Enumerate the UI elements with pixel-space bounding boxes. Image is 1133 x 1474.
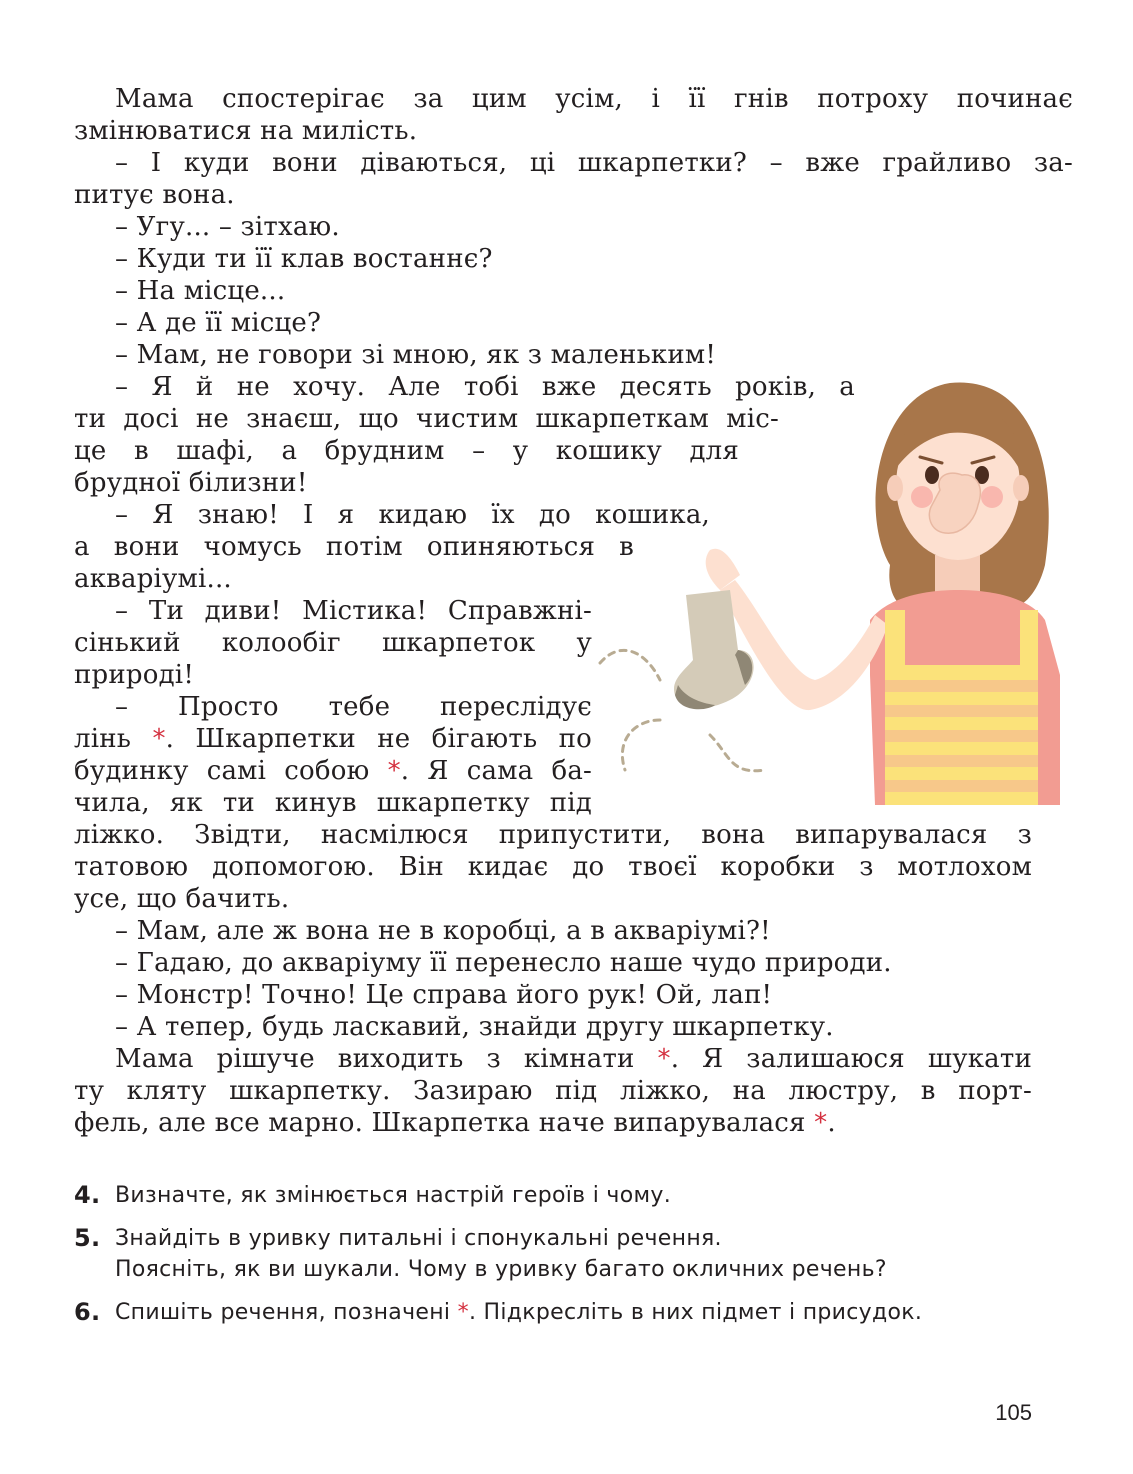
story-line: – Угу... – зітхаю. xyxy=(115,212,340,242)
story-line: усе, що бачить. xyxy=(74,884,290,914)
story-line: – А де її місце? xyxy=(115,308,322,338)
task-number: 6. xyxy=(74,1298,101,1326)
text-fragment: Спишіть речення, позначені xyxy=(115,1300,451,1325)
text-fragment: . Я залишаюся шукати xyxy=(670,1044,1033,1074)
story-line xyxy=(74,755,592,787)
text-fragment: . xyxy=(827,1108,836,1138)
task-text: Знайдіть в уривку питальні і спонукальні речення. xyxy=(115,1226,722,1251)
text-fragment: фель, але все марно. Шкарпетка наче випарувалася xyxy=(74,1108,806,1138)
story-line: ту кляту шкарпетку. Зазираю під ліжко, на люстру, в порт- xyxy=(74,1076,1032,1106)
story-line: природі! xyxy=(74,660,194,690)
star-marker: * xyxy=(814,1108,828,1138)
task-text: Поясніть, як ви шукали. Чому в уривку багато окличних речень? xyxy=(115,1257,887,1282)
story-line: – А тепер, будь ласкавий, знайди другу шкарпетку. xyxy=(115,1012,834,1042)
story-line: це в шафі, а брудним – у кошику для xyxy=(74,436,739,466)
story-line: змінюватися на милість. xyxy=(74,116,418,146)
tasks-list xyxy=(74,1180,922,1340)
story-line xyxy=(74,1043,1032,1075)
story-line: – Я й не хочу. Але тобі вже десять років, а xyxy=(115,372,855,402)
text-fragment: . Я сама ба- xyxy=(400,756,593,786)
task-text: Визначте, як змінюється настрій героїв і чому. xyxy=(115,1183,672,1208)
story-line: – Мам, не говори зі мною, як з маленьким! xyxy=(115,340,716,370)
story-line xyxy=(74,1107,1032,1139)
star-marker: * xyxy=(657,1044,671,1074)
story-line: брудної білизни! xyxy=(74,468,308,498)
task-number: 4. xyxy=(74,1181,101,1209)
task-item xyxy=(74,1223,922,1285)
star-marker: * xyxy=(152,724,166,754)
story-line: – На місце... xyxy=(115,276,286,306)
story-line: – Просто тебе переслідує xyxy=(115,692,592,722)
text-fragment: . Шкарпетки не бігають по xyxy=(165,724,593,754)
text-fragment: будинку самі собою xyxy=(74,756,370,786)
text-fragment: лінь xyxy=(74,724,132,754)
text-fragment: . Підкресліть в них підмет і присудок. xyxy=(468,1300,923,1325)
task-item xyxy=(74,1180,922,1211)
story-line: – І куди вони діваються, ці шкарпетки? – вже грайливо за- xyxy=(115,148,1073,178)
story-line: – Куди ти її клав востаннє? xyxy=(115,244,493,274)
story-line: – Мам, але ж вона не в коробці, а в акваріумі?! xyxy=(115,916,771,946)
story-line: чила, як ти кинув шкарпетку під xyxy=(74,788,592,818)
story-line xyxy=(74,723,592,755)
star-marker: * xyxy=(457,1300,469,1325)
story-line: ти досі не знаєш, що чистим шкарпеткам міс- xyxy=(74,404,779,434)
task-number: 5. xyxy=(74,1224,101,1252)
star-marker: * xyxy=(387,756,401,786)
task-text xyxy=(115,1297,922,1328)
story-line: питує вона. xyxy=(74,180,235,210)
story-line: сінький колообіг шкарпеток у xyxy=(74,628,592,658)
task-item xyxy=(74,1297,922,1328)
story-line: – Я знаю! І я кидаю їх до кошика, xyxy=(115,500,710,530)
story-line: – Монстр! Точно! Це справа його рук! Ой, лап! xyxy=(115,980,773,1010)
story-line: татовою допомогою. Він кидає до твоєї коробки з мотлохом xyxy=(74,852,1032,882)
story-line: – Гадаю, до акваріуму її перенесло наше чудо природи. xyxy=(115,948,892,978)
story-line: акваріумі... xyxy=(74,564,232,594)
story-line: а вони чомусь потім опиняються в xyxy=(74,532,634,562)
story-line: ліжко. Звідти, насмілюся припустити, вона випарувалася з xyxy=(74,820,1032,850)
left-eye xyxy=(925,466,939,484)
story-line: – Ти диви! Містика! Справжні- xyxy=(115,596,592,626)
text-fragment: Мама рішуче виходить з кімнати xyxy=(115,1044,635,1074)
woman-holding-sock-illustration xyxy=(590,375,1060,805)
story-line: Мама спостерігає за цим усім, і її гнів потроху починає xyxy=(115,84,1073,114)
page-number: 105 xyxy=(995,1400,1032,1425)
arm xyxy=(720,580,888,710)
